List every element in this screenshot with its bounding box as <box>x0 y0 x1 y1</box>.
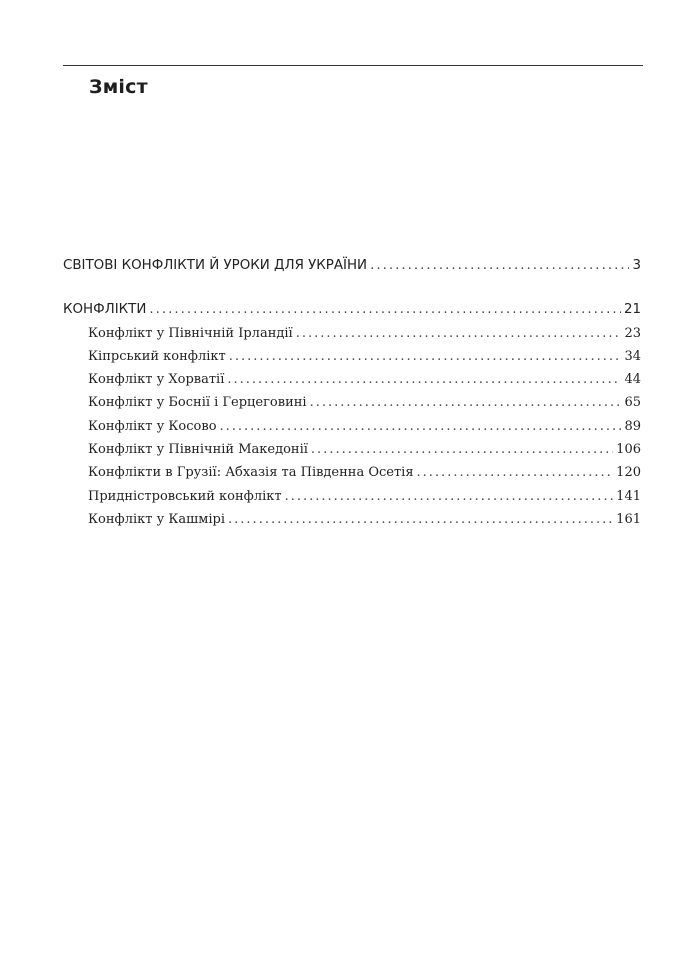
toc-entry-north-macedonia[interactable] <box>63 438 641 461</box>
toc-page-number: 44 <box>624 372 641 388</box>
page-title: Зміст <box>89 76 148 98</box>
toc-entry-label: Конфлікти в Грузії: Абхазія та Південна Осетія <box>88 465 414 481</box>
toc-page-number: 106 <box>616 442 641 458</box>
toc-entry-label: Конфлікт у Кашмірі <box>88 511 226 527</box>
toc-entry-label: КОНФЛІКТИ <box>63 302 147 318</box>
toc-leader-dots <box>310 391 622 414</box>
toc-leader-dots <box>229 345 622 368</box>
table-of-contents <box>63 254 641 531</box>
toc-page-number: 65 <box>624 395 641 411</box>
toc-entry-label: Конфлікт у Косово <box>88 418 217 434</box>
toc-entry-georgia[interactable] <box>63 461 641 484</box>
toc-leader-dots <box>149 298 621 321</box>
toc-entry-label: Конфлікт у Боснії і Герцеговині <box>88 395 307 411</box>
toc-entry-label: СВІТОВІ КОНФЛІКТИ Й УРОКИ ДЛЯ УКРАЇНИ <box>63 258 368 273</box>
toc-leader-dots <box>370 254 629 277</box>
toc-leader-dots <box>228 508 613 531</box>
toc-entry-label: Конфлікт у Північній Ірландії <box>88 325 293 341</box>
toc-leader-dots <box>227 368 621 391</box>
toc-entry-label: Кіпрський конфлікт <box>88 348 226 364</box>
toc-entry-kashmir[interactable] <box>63 508 641 531</box>
toc-entry-world-conflicts[interactable] <box>63 254 641 277</box>
toc-page-number: 21 <box>623 302 641 318</box>
toc-entry-label: Конфлікт у Хорватії <box>88 372 225 388</box>
toc-page-number: 89 <box>624 418 641 434</box>
toc-entry-kosovo[interactable] <box>63 415 641 438</box>
toc-leader-dots <box>311 438 613 461</box>
toc-leader-dots <box>296 322 622 345</box>
toc-entry-croatia[interactable] <box>63 368 641 391</box>
toc-entry-bosnia[interactable] <box>63 391 641 414</box>
toc-leader-dots <box>285 485 614 508</box>
toc-entry-conflicts[interactable] <box>63 298 641 321</box>
header-rule <box>63 65 643 66</box>
toc-page-number: 161 <box>616 511 641 527</box>
toc-leader-dots <box>220 415 622 438</box>
toc-entry-cyprus[interactable] <box>63 345 641 368</box>
toc-page-number: 23 <box>624 325 641 341</box>
toc-entry-transnistria[interactable] <box>63 485 641 508</box>
toc-entry-northern-ireland[interactable] <box>63 322 641 345</box>
toc-entry-label: Придністровський конфлікт <box>88 488 282 504</box>
toc-page-number: 3 <box>632 258 641 273</box>
toc-page-number: 120 <box>616 465 641 481</box>
toc-leader-dots <box>417 461 614 484</box>
toc-entry-label: Конфлікт у Північній Македонії <box>88 442 308 458</box>
toc-page-number: 141 <box>616 488 641 504</box>
toc-page-number: 34 <box>624 348 641 364</box>
